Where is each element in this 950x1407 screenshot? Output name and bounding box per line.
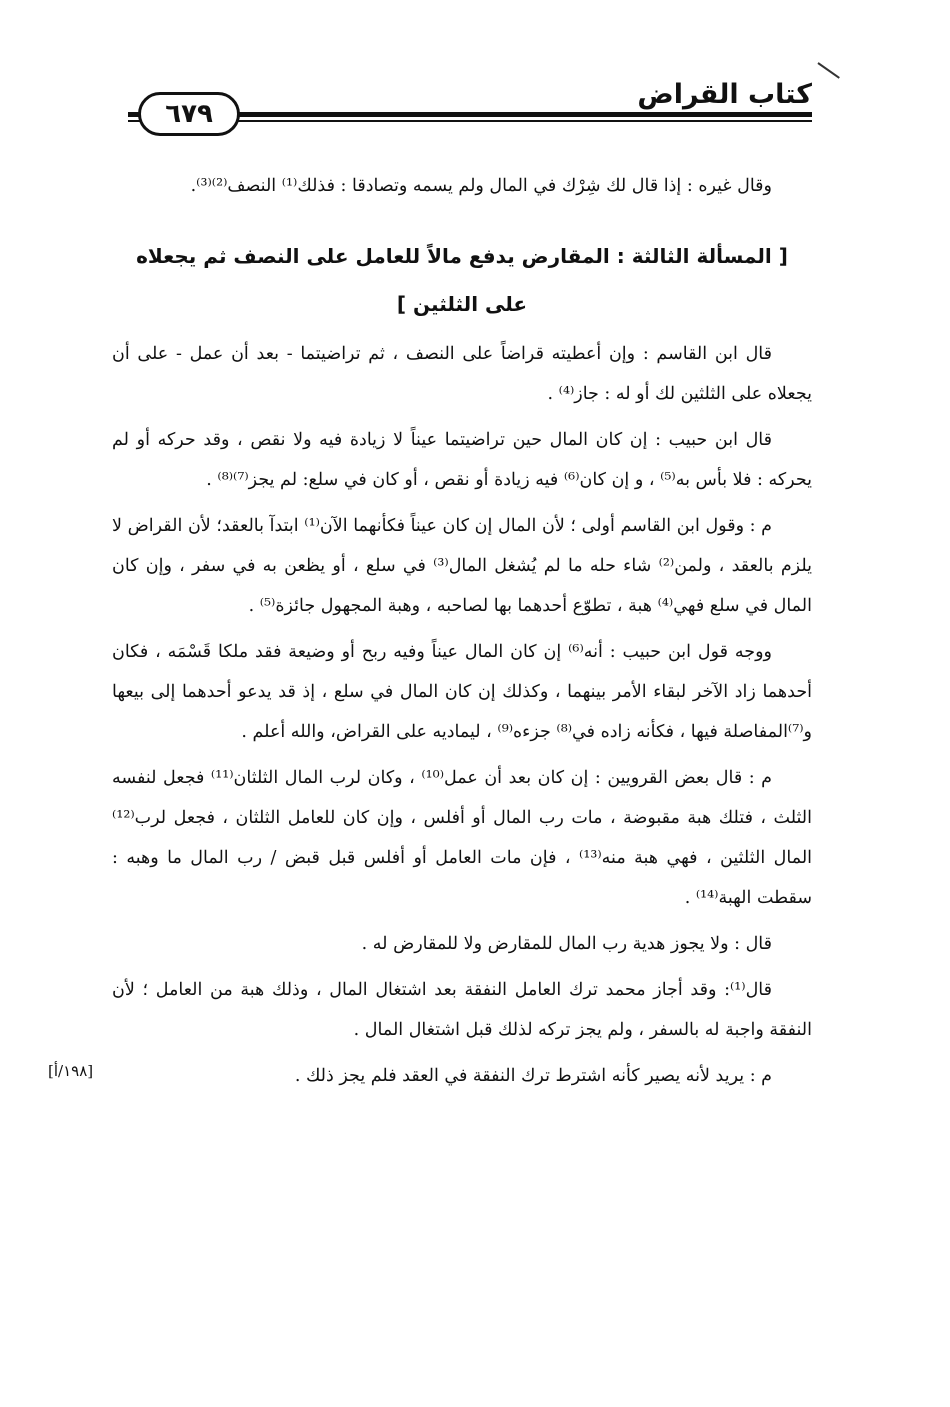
section-heading: [ المسألة الثالثة : المقارض يدفع مالاً للعامل على النصف ثم يجعلاه على الثلثين ] — [136, 244, 788, 316]
paragraph: ووجه قول ابن حبيب : أنه⁽⁶⁾ إن كان المال عيناً وفيه ربح أو وضيعة فقد ملكا قَسْمَه ، فكان أحدهما زاد الآخر لبقاء الأمر بينهما ، وكذلك إن كان المال في سلع ، إذ قد يدعو أحدهما إلى بيعها و⁽⁷⁾المفاصلة فيها ، فكأنه زاده في⁽⁸⁾ جزءه⁽⁹⁾ ، ليماديه على القراض، والله أعلم . — [112, 642, 812, 742]
page-number: ٦٧٩ — [165, 99, 213, 129]
scan-mark — [817, 62, 839, 79]
paragraph: قال ابن حبيب : إن كان المال حين تراضيتما عيناً لا زيادة فيه ولا نقص ، وقد حركه أو لم يحركه : فلا بأس به⁽⁵⁾ ، و إن كان⁽⁶⁾ فيه زيادة أو نقص ، أو كان في سلع: لم يجز⁽⁷⁾⁽⁸⁾ . — [112, 430, 812, 490]
page-header — [128, 78, 812, 138]
page-body — [112, 166, 812, 1102]
margin-folio-note: [١٩٨/أ] — [48, 1062, 94, 1080]
paragraph: م : قال بعض القرويين : إن كان بعد أن عمل⁽¹⁰⁾ ، وكان لرب المال الثلثان⁽¹¹⁾ فجعل لنفسه الثلث ، فتلك هبة مقبوضة ، مات رب المال أو أفلس ، وإن كان للعامل الثلثان ، فجعل لرب⁽¹²⁾ المال الثلثين ، فهي هبة منه⁽¹³⁾ ، فإن مات العامل أو أفلس قبل قبض / رب المال ما وهبه : سقطت الهبة⁽¹⁴⁾ . — [112, 768, 813, 908]
paragraph: م : وقول ابن القاسم أولى ؛ لأن المال إن كان عيناً فكأنهما الآن⁽¹⁾ ابتدآ بالعقد؛ لأن القراض لا يلزم بالعقد ، ولمن⁽²⁾ شاء حله ما لم يُشغل المال⁽³⁾ في سلع ، أو يظعن به في سفر ، وإن كان المال في سلع فهي⁽⁴⁾ هبة ، تطوّع أحدهما بها لصاحبه ، وهبة المجهول جائزة⁽⁵⁾ . — [112, 516, 812, 616]
book-title: كتاب القراض — [629, 78, 812, 112]
paragraph: م : يريد لأنه يصير كأنه اشترط ترك النفقة في العقد فلم يجز ذلك . — [294, 1066, 772, 1086]
page-number-badge — [138, 92, 240, 136]
paragraph: قال⁽¹⁾: وقد أجاز محمد ترك العامل النفقة بعد اشتغال المال ، وذلك هبة من العامل ؛ لأن النفقة واجبة له بالسفر ، ولم يجز تركه لذلك قبل اشتغال المال . — [112, 980, 812, 1040]
paragraph: قال ابن القاسم : وإن أعطيته قراضاً على النصف ، ثم تراضيتما - بعد أن عمل - على أن يجعلاه على الثلثين لك أو له : جاز⁽⁴⁾ . — [112, 344, 812, 404]
paragraph: وقال غيره : إذا قال لك شِرْك في المال ولم يسمه وتصادقا : فذلك⁽¹⁾ النصف⁽²⁾⁽³⁾. — [190, 176, 772, 196]
paragraph: قال : ولا يجوز هدية رب المال للمقارض ولا للمقارض له . — [361, 934, 772, 954]
